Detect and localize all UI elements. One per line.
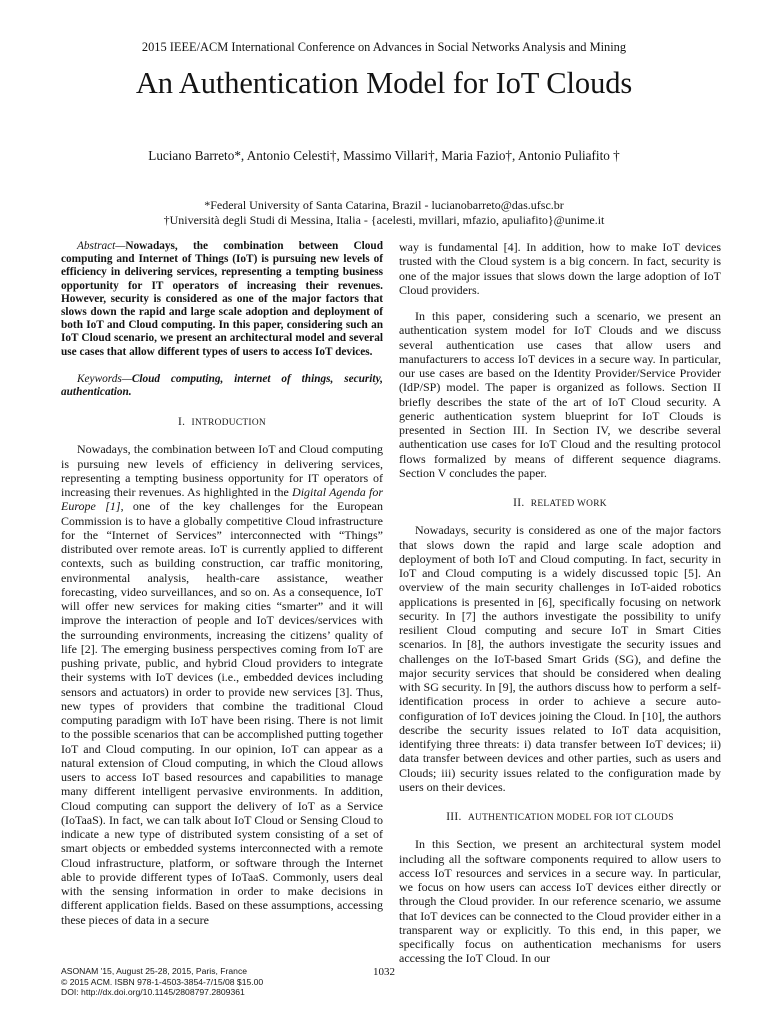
section-title: RELATED WORK <box>530 499 607 509</box>
intro-paragraph-continued: way is fundamental [4]. In addition, how to make IoT devices trusted with the Cloud system is a big concern. In fact, security is one of the major issues that slows down the large adoption of IoT Cloud providers. <box>399 240 721 297</box>
footer-doi: DOI: http://dx.doi.org/10.1145/2808797.2809361 <box>61 987 245 997</box>
keywords-text: Cloud computing, internet of things, security, authentication. <box>61 372 383 399</box>
left-column <box>61 240 383 927</box>
abstract <box>61 240 383 359</box>
author-list: Luciano Barreto*, Antonio Celesti†, Massimo Villari†, Maria Fazio†, Antonio Puliafito † <box>148 148 620 163</box>
intro-text-b: , one of the key challenges for the European Commission is to have a globally competitive Cloud infrastructure for the “Internet of Services” interconnected with “Things” distributed over remote areas. IoT is currently applied to different contexts, such as building construction, car traffic monitoring, environmental analysis, health-care assistance, weather forecasting, video surveillances, and so on. As a consequence, IoT will offer new services for making cities “smarter” and it will improve the interaction of people and IoT devices/services with the surrounding environments, increasing the citizens’ quality of life [2]. The emerging business perspectives coming from IoT are pushing private, public, and hybrid Cloud providers to integrate their systems with IoT devices (i.e., embedded devices including sensors and actuators) in order to provide new services [3]. Thus, new types of providers that combine the traditional Cloud computing paradigm with IoT have been rising. There is not limit to the possible scenarios that can be accomplished putting together IoT and Cloud computing. In our opinion, IoT can appear as a natural extension of Cloud computing, in which the Cloud allows users to access IoT based resources and capabilities to manage many different intelligent pervasive environments. In addition, Cloud computing can support the delivery of IoT as a Service (IoTaaS). In fact, we can talk about IoT Cloud or Sensing Cloud to indicate a new type of distributed system consisting of a set of smart objects or embedded systems interconnected with a remote Cloud infrastructure, platform, or software through the Internet able to provide different types of IoTaaS. Commonly, users deal with the sensing information in order to make decisions in different application fields. Based on these assumptions, accessing these pieces of data in a secure <box>61 499 383 927</box>
footer-copyright: © 2015 ACM. ISBN 978-1-4503-3854-7/15/08 $15.00 <box>61 976 264 987</box>
abstract-label: Abstract— <box>77 240 126 252</box>
section-title: AUTHENTICATION MODEL FOR IOT CLOUDS <box>467 813 674 823</box>
keywords-label: Keywords— <box>77 372 132 385</box>
digital-agenda-citation: Digital Agenda for Europe [1] <box>61 485 383 514</box>
page-number: 1032 <box>373 966 395 978</box>
intro-paragraph <box>61 442 383 927</box>
affiliation-1: *Federal University of Santa Catarina, Brazil - lucianobarreto@das.ufsc.br <box>204 198 564 212</box>
paper-title: An Authentication Model for IoT Clouds <box>135 66 633 100</box>
abstract-text: Nowadays, the combination between Cloud computing and Internet of Things (IoT) is pursuing new levels of efficiency in delivering services, representing a tempting business opportunity for IT operators of increasing their revenues. However, security is considered as one of the major factors that slows down the rapid and large scale adoption and deployment of both IoT and Cloud computing. In this paper, considering such an IoT Cloud scenario, we present an architectural model and several use cases that allow different types of users to access IoT devices. <box>61 240 383 358</box>
section-number: II. <box>513 497 525 509</box>
conference-name: 2015 IEEE/ACM International Conference on Advances in Social Networks Analysis and Mining <box>141 40 627 54</box>
section-number: III. <box>446 811 462 823</box>
intro-paragraph-2: In this paper, considering such a scenario, we present an authentication system model for IoT Clouds and we discuss several authentication use cases that allow users and manufacturers to access IoT devices in a secure way. In particular, our use cases are based on the Identity Provider/Service Provider (IdP/SP) model. The paper is organized as follows. Section II briefly describes the state of the art of IoT Cloud security. A generic authentication system blueprint for IoT Clouds is presented in Section III. In Section IV, we describe several authentication use cases for IoT Cloud and the resulting protocol flows formalized by means of different sequence diagrams. Section V concludes the paper. <box>399 309 721 480</box>
section-number: I. <box>178 416 186 429</box>
authentication-paragraph: In this Section, we present an architectural system model including all the software components required to allow users to access IoT resources and services in a secure way. In particular, we focus on how users can access IoT devices either directly or through the Cloud provider. In our reference scenario, we assume that IoT devices can be connected to the Cloud provider either in a transparent way or explicitly. To this end, in this paper, we specifically focus on authentication mechanisms for users accessing the IoT Cloud. In our <box>399 837 721 966</box>
keywords <box>61 373 383 399</box>
section-heading-related-work <box>399 496 721 511</box>
section-heading-authentication-model <box>399 810 721 825</box>
related-work-paragraph: Nowadays, security is considered as one of the major factors that slows down the rapid and large scale adoption and deployment of both IoT and Cloud computing. In fact, security in IoT and Cloud computing is a widely discussed topic [5]. An overview of the main security challenges in IoT-aided robotics applications is presented in [6], specifically focusing on network security. In [7] the authors investigate the possibility to unify resilient Cloud computing and secure IoT in Smart Cities scenarios. In [8], the authors investigate the security issues and challenges on the IoT-based Smart Grids (SG), and define the major security services that should be considered when dealing with SG security. In [9], the authors discuss how to perform a self-identification process in order to achieve a secure auto-configuration of IoT devices joining the Cloud. In [10], the authors describe the security issues related to IoT data acquisition, identifying three threats: i) data transfer between IoT devices; ii) data transfer between devices and other parties, such as users and Clouds; iii) security issues related to the configuration made by users on their devices. <box>399 523 721 794</box>
right-column <box>399 240 721 966</box>
section-heading-introduction <box>61 415 383 430</box>
affiliation-2: †Università degli Studi di Messina, Italia - {acelesti, mvillari, mfazio, apuliafito}@unime.it <box>163 213 605 227</box>
intro-text-a: Nowadays, the combination between IoT and Cloud computing is pursuing new levels of efficiency in delivering services, representing a tempting business opportunity for IT operators of increasing their revenues. As highlighted in the <box>61 442 383 500</box>
footer-conference: ASONAM '15, August 25-28, 2015, Paris, France <box>61 966 248 976</box>
section-title: INTRODUCTION <box>191 418 266 429</box>
